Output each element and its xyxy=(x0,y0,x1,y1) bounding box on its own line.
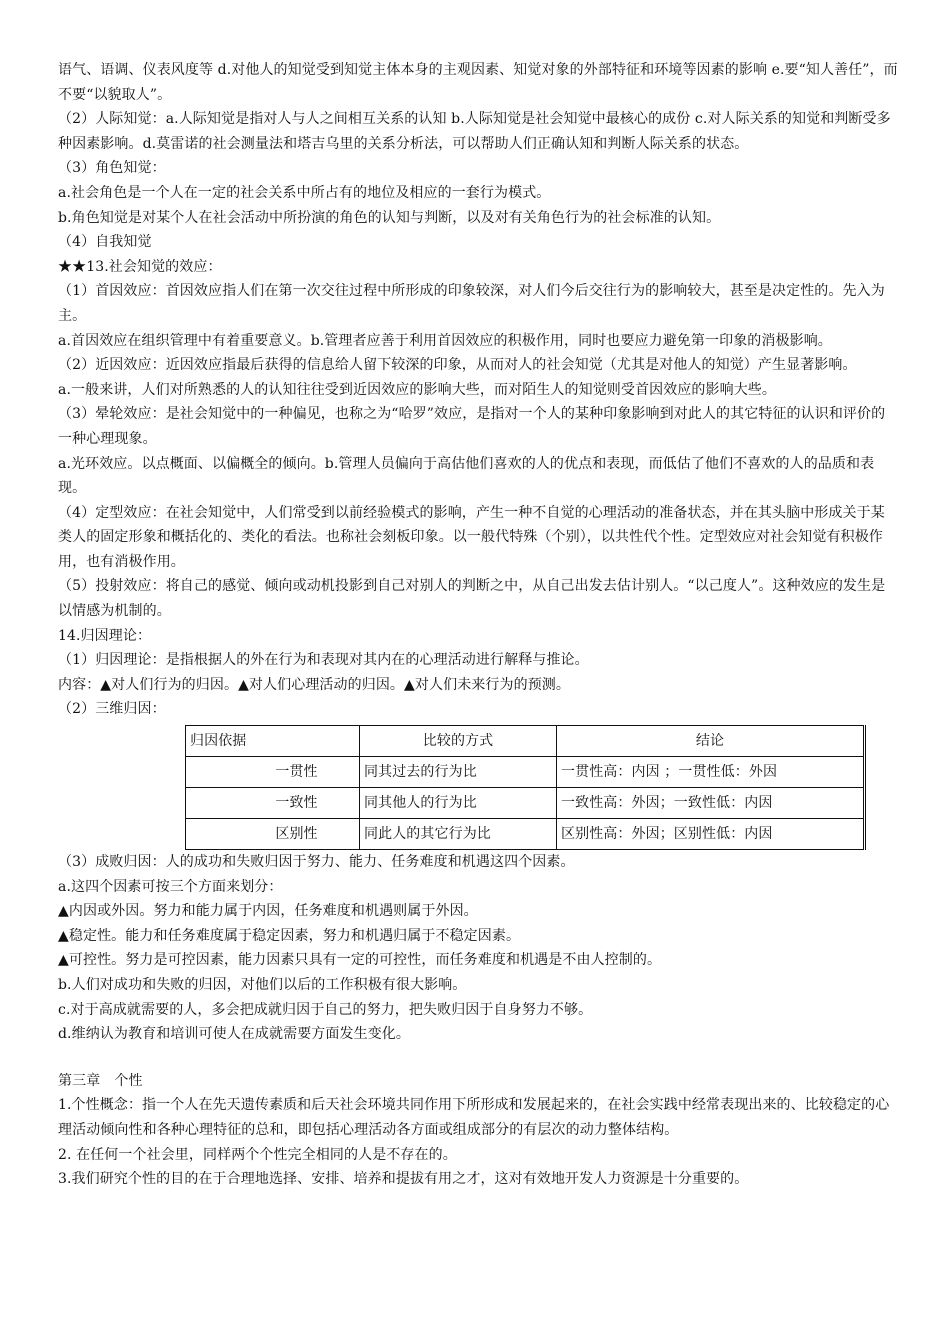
spacer xyxy=(58,1047,898,1069)
paragraph: （3）角色知觉： xyxy=(58,160,166,177)
paragraph: （4）自我知觉 xyxy=(58,234,152,251)
section-heading: 14.归因理论： xyxy=(58,627,152,644)
table-header-cell: 比较的方式 xyxy=(360,726,557,757)
attribution-table xyxy=(185,725,866,850)
paragraph: 内容：▲对人们行为的归因。▲对人们心理活动的归因。▲对人们未来行为的预测。 xyxy=(58,676,570,693)
table-row xyxy=(186,788,865,819)
table-cell: 一致性 xyxy=(186,788,360,819)
paragraph: （1）首因效应：首因效应指人们在第一次交往过程中所形成的印象较深，对人们今后交往行为的影响较大，甚至是决定性的。先入为主。 xyxy=(58,283,885,324)
table-cell: 区别性高：外因；区别性低：内因 xyxy=(557,819,865,850)
table-cell: 同其他人的行为比 xyxy=(360,788,557,819)
chapter-heading: 第三章 个性 xyxy=(58,1072,143,1089)
paragraph: b.人们对成功和失败的归因，对他们以后的工作积极有很大影响。 xyxy=(58,977,467,993)
document-page xyxy=(58,58,898,1192)
paragraph: a.首因效应在组织管理中有着重要意义。b.管理者应善于利用首因效应的积极作用，同时也要应力避免第一印象的消极影响。 xyxy=(58,332,832,349)
paragraph: （4）定型效应：在社会知觉中，人们常受到以前经验模式的影响，产生一种不自觉的心理活动的准备状态，并在其头脑中形成关于某类人的固定形象和概括化的、类化的看法。也称社会刻板印象。以一般代特殊（个别），以共性代个性。定型效应对社会知觉有积极作用，也有消极作用。 xyxy=(58,504,885,570)
table-cell: 同其过去的行为比 xyxy=(360,757,557,788)
paragraph: b.角色知觉是对某个人在社会活动中所扮演的角色的认知与判断，以及对有关角色行为的社会标准的认知。 xyxy=(58,209,721,226)
paragraph: （2）人际知觉：a.人际知觉是指对人与人之间相互关系的认知 b.人际知觉是社会知觉中最核心的成份 c.对人际关系的知觉和判断受多种因素影响。d.莫雷诺的社会测量法和塔吉乌里的关系分析法，可以帮助人们正确认知和判断人际关系的状态。 xyxy=(58,111,891,152)
paragraph: 语气、语调、仪表风度等 d.对他人的知觉受到知觉主体本身的主观因素、知觉对象的外部特征和环境等因素的影响 e.要“知人善任”，而不要“以貌取人”。 xyxy=(58,62,898,103)
table-header-cell: 结论 xyxy=(557,726,865,757)
table-cell: 区别性 xyxy=(186,819,360,850)
table-cell: 一致性高：外因；一致性低：内因 xyxy=(557,788,865,819)
table-header-cell: 归因依据 xyxy=(186,726,360,757)
paragraph: （2）近因效应：近因效应指最后获得的信息给人留下较深的印象，从而对人的社会知觉（尤其是对他人的知觉）产生显著影响。 xyxy=(58,357,857,374)
paragraph: 3.我们研究个性的目的在于合理地选择、安排、培养和提拔有用之才，这对有效地开发人力资源是十分重要的。 xyxy=(58,1171,749,1188)
paragraph: 2. 在任何一个社会里，同样两个个性完全相同的人是不存在的。 xyxy=(58,1146,457,1163)
paragraph: （3）成败归因：人的成功和失败归因于努力、能力、任务难度和机遇这四个因素。 xyxy=(58,854,575,871)
paragraph: a.社会角色是一个人在一定的社会关系中所占有的地位及相应的一套行为模式。 xyxy=(58,184,551,201)
table-cell: 一贯性高：内因 ；一贯性低：外因 xyxy=(557,757,865,788)
table-row xyxy=(186,757,865,788)
paragraph: （1）归因理论：是指根据人的外在行为和表现对其内在的心理活动进行解释与推论。 xyxy=(58,652,589,669)
paragraph: （5）投射效应：将自己的感觉、倾向或动机投影到自己对别人的判断之中，从自己出发去估计别人。“以己度人”。这种效应的发生是以情感为机制的。 xyxy=(58,578,886,620)
paragraph: a.一般来讲，人们对所熟悉的人的认知往往受到近因效应的影响大些，而对陌生人的知觉则受首因效应的影响大些。 xyxy=(58,381,776,398)
table-row xyxy=(186,819,865,850)
paragraph: a.光环效应。以点概面、以偏概全的倾向。b.管理人员偏向于高估他们喜欢的人的优点和表现，而低估了他们不喜欢的人的品质和表现。 xyxy=(58,455,875,497)
paragraph: 1.个性概念：指一个人在先天遗传素质和后天社会环境共同作用下所形成和发展起来的，在社会实践中经常表现出来的、比较稳定的心理活动倾向性和各种心理特征的总和，即包括心理活动各方面或组成部分的有层次的动力整体结构。 xyxy=(58,1097,890,1138)
section-heading: ★★13.社会知觉的效应： xyxy=(58,258,222,275)
bullet-item: ▲可控性。努力是可控因素，能力因素只具有一定的可控性，而任务难度和机遇是不由人控制的。 xyxy=(58,952,662,969)
bullet-item: ▲内因或外因。努力和能力属于内因，任务难度和机遇则属于外因。 xyxy=(58,903,478,920)
paragraph: c.对于高成就需要的人，多会把成就归因于自己的努力，把失败归因于自身努力不够。 xyxy=(58,1001,593,1018)
paragraph: （3）晕轮效应：是社会知觉中的一种偏见，也称之为“哈罗”效应，是指对一个人的某种印象影响到对此人的其它特征的认识和评价的一种心理现象。 xyxy=(58,406,886,447)
table-cell: 同此人的其它行为比 xyxy=(360,819,557,850)
paragraph: d.维纳认为教育和培训可使人在成就需要方面发生变化。 xyxy=(58,1026,411,1043)
paragraph: （2）三维归因： xyxy=(58,701,166,718)
table-header-row xyxy=(186,726,865,757)
table-cell: 一贯性 xyxy=(186,757,360,788)
bullet-item: ▲稳定性。能力和任务难度属于稳定因素，努力和机遇归属于不稳定因素。 xyxy=(58,927,521,944)
paragraph: a.这四个因素可按三个方面来划分： xyxy=(58,878,283,895)
